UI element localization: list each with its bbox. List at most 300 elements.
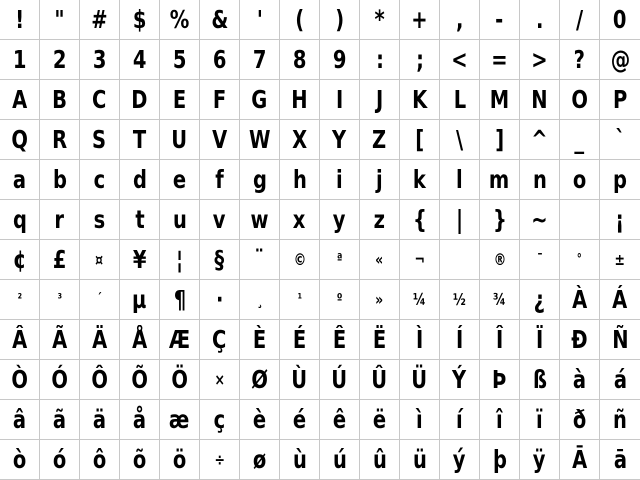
glyph-character: ¹	[297, 292, 302, 307]
glyph-character: ~	[531, 205, 548, 234]
glyph-cell[interactable]	[240, 240, 280, 280]
glyph-cell[interactable]	[80, 400, 120, 440]
glyph-character: D	[131, 85, 148, 114]
glyph-character: q	[12, 205, 27, 234]
glyph-character: Ñ	[611, 325, 629, 354]
glyph-character: /	[575, 5, 584, 34]
glyph-character: e	[172, 165, 187, 194]
glyph-character: Â	[11, 325, 28, 354]
glyph-cell[interactable]	[160, 40, 200, 80]
glyph-cell[interactable]	[120, 0, 160, 40]
glyph-character: =	[491, 45, 508, 74]
glyph-cell[interactable]	[560, 40, 600, 80]
glyph-character: u	[172, 205, 187, 234]
glyph-character: è	[252, 405, 267, 434]
glyph-character: W	[248, 125, 271, 154]
glyph-cell[interactable]	[600, 440, 640, 480]
glyph-character: P	[612, 85, 628, 114]
glyph-cell[interactable]	[480, 320, 520, 360]
glyph-cell[interactable]	[200, 0, 240, 40]
glyph-character: 1	[12, 45, 27, 74]
glyph-character: å	[132, 405, 147, 434]
glyph-cell[interactable]	[120, 40, 160, 80]
glyph-cell[interactable]	[40, 120, 80, 160]
glyph-cell[interactable]	[280, 120, 320, 160]
glyph-character: é	[292, 405, 307, 434]
glyph-cell[interactable]	[560, 240, 600, 280]
glyph-cell[interactable]	[400, 440, 440, 480]
glyph-character: 3	[92, 45, 107, 74]
glyph-character: `	[615, 125, 625, 154]
glyph-character: &	[210, 5, 229, 34]
glyph-character: ¥	[132, 245, 147, 274]
glyph-cell[interactable]	[160, 240, 200, 280]
glyph-cell[interactable]	[480, 240, 520, 280]
glyph-character: t	[134, 205, 145, 234]
glyph-cell[interactable]	[480, 80, 520, 120]
glyph-character: -	[495, 5, 504, 34]
glyph-character: «	[375, 249, 384, 269]
glyph-cell[interactable]	[600, 40, 640, 80]
glyph-cell[interactable]	[320, 320, 360, 360]
glyph-cell[interactable]	[0, 280, 40, 320]
glyph-character: à	[572, 365, 587, 394]
glyph-cell[interactable]	[320, 120, 360, 160]
glyph-cell[interactable]	[240, 120, 280, 160]
glyph-cell[interactable]	[320, 160, 360, 200]
glyph-character: Å	[131, 325, 148, 354]
glyph-cell[interactable]	[560, 120, 600, 160]
glyph-cell[interactable]	[120, 160, 160, 200]
glyph-cell[interactable]	[520, 280, 560, 320]
glyph-character: ¬	[414, 249, 425, 269]
glyph-character: B	[52, 85, 67, 114]
glyph-cell[interactable]	[40, 320, 80, 360]
glyph-character: ñ	[613, 405, 627, 434]
glyph-cell[interactable]	[240, 440, 280, 480]
glyph-cell[interactable]	[560, 320, 600, 360]
glyph-cell[interactable]	[40, 400, 80, 440]
glyph-cell[interactable]	[200, 280, 240, 320]
glyph-character: L	[453, 85, 466, 114]
glyph-cell[interactable]	[280, 200, 320, 240]
glyph-cell[interactable]	[160, 160, 200, 200]
glyph-cell[interactable]	[80, 440, 120, 480]
glyph-cell[interactable]	[480, 40, 520, 80]
glyph-character: Ā	[571, 445, 588, 474]
glyph-cell[interactable]	[400, 360, 440, 400]
glyph-cell[interactable]	[0, 160, 40, 200]
glyph-cell[interactable]	[40, 280, 80, 320]
glyph-character: y	[333, 205, 346, 234]
glyph-character: p	[613, 165, 627, 194]
glyph-cell[interactable]	[280, 400, 320, 440]
glyph-cell[interactable]	[440, 40, 480, 80]
glyph-character: "	[54, 5, 65, 34]
glyph-character: ú	[332, 445, 347, 474]
glyph-character: Í	[455, 325, 464, 354]
glyph-cell[interactable]	[240, 280, 280, 320]
glyph-character: }	[492, 205, 507, 234]
glyph-cell[interactable]	[440, 120, 480, 160]
glyph-cell[interactable]	[0, 80, 40, 120]
glyph-character: ó	[52, 445, 67, 474]
glyph-character: ç	[213, 405, 226, 434]
glyph-cell[interactable]	[600, 400, 640, 440]
glyph-character: æ	[169, 405, 190, 434]
glyph-cell[interactable]	[560, 440, 600, 480]
glyph-character: ·	[215, 285, 224, 314]
glyph-cell[interactable]	[40, 0, 80, 40]
glyph-cell[interactable]	[0, 320, 40, 360]
glyph-character: H	[291, 85, 308, 114]
glyph-cell[interactable]	[40, 160, 80, 200]
glyph-cell[interactable]	[360, 240, 400, 280]
glyph-cell[interactable]	[600, 240, 640, 280]
glyph-cell[interactable]	[40, 200, 80, 240]
glyph-character: @	[610, 45, 630, 74]
glyph-cell[interactable]	[120, 280, 160, 320]
glyph-cell[interactable]	[120, 240, 160, 280]
glyph-cell[interactable]	[440, 440, 480, 480]
glyph-cell[interactable]	[360, 400, 400, 440]
glyph-cell[interactable]	[240, 0, 280, 40]
glyph-cell[interactable]	[280, 0, 320, 40]
glyph-cell[interactable]	[520, 160, 560, 200]
glyph-cell[interactable]	[80, 40, 120, 80]
glyph-cell[interactable]	[320, 400, 360, 440]
glyph-character: þ	[492, 445, 507, 474]
glyph-cell[interactable]	[160, 200, 200, 240]
glyph-cell[interactable]	[560, 400, 600, 440]
glyph-cell[interactable]	[80, 240, 120, 280]
glyph-character: ù	[292, 445, 307, 474]
glyph-cell[interactable]	[240, 200, 280, 240]
glyph-character: ª	[336, 252, 343, 267]
glyph-cell[interactable]	[520, 320, 560, 360]
glyph-character: ÿ	[533, 445, 546, 474]
glyph-cell[interactable]	[160, 280, 200, 320]
glyph-cell[interactable]	[400, 240, 440, 280]
glyph-cell[interactable]	[560, 0, 600, 40]
glyph-cell[interactable]	[200, 400, 240, 440]
glyph-cell[interactable]	[360, 120, 400, 160]
glyph-cell[interactable]	[200, 80, 240, 120]
glyph-character: N	[531, 85, 548, 114]
glyph-character: Ö	[171, 365, 188, 394]
glyph-character: ø	[252, 445, 267, 474]
glyph-cell[interactable]	[600, 80, 640, 120]
glyph-character: z	[373, 205, 386, 234]
glyph-cell[interactable]	[600, 0, 640, 40]
glyph-character: K	[411, 85, 428, 114]
glyph-character: ý	[453, 445, 466, 474]
glyph-character: \	[455, 125, 464, 154]
glyph-cell[interactable]	[160, 360, 200, 400]
glyph-cell[interactable]	[480, 280, 520, 320]
glyph-cell[interactable]	[520, 400, 560, 440]
glyph-cell[interactable]	[320, 360, 360, 400]
glyph-character: ¨	[254, 245, 265, 274]
glyph-cell[interactable]	[480, 440, 520, 480]
glyph-cell[interactable]	[320, 0, 360, 40]
glyph-character: Ô	[91, 365, 108, 394]
glyph-cell[interactable]	[480, 160, 520, 200]
glyph-cell[interactable]	[280, 40, 320, 80]
glyph-cell[interactable]	[280, 240, 320, 280]
glyph-cell[interactable]	[440, 240, 480, 280]
glyph-cell[interactable]	[0, 440, 40, 480]
glyph-cell[interactable]	[400, 80, 440, 120]
glyph-character: m	[489, 165, 510, 194]
glyph-character: h	[292, 165, 307, 194]
glyph-character: )	[335, 5, 344, 34]
glyph-cell[interactable]	[240, 320, 280, 360]
glyph-cell[interactable]	[280, 160, 320, 200]
glyph-cell[interactable]	[280, 440, 320, 480]
glyph-cell[interactable]	[160, 320, 200, 360]
glyph-cell[interactable]	[520, 80, 560, 120]
glyph-cell[interactable]	[80, 0, 120, 40]
glyph-character: ¦	[175, 245, 184, 274]
glyph-cell[interactable]	[120, 440, 160, 480]
glyph-cell[interactable]	[200, 120, 240, 160]
glyph-character: ?	[573, 45, 586, 74]
glyph-cell[interactable]	[600, 280, 640, 320]
glyph-cell[interactable]	[320, 440, 360, 480]
glyph-character: 7	[252, 45, 267, 74]
glyph-character: r	[54, 205, 65, 234]
glyph-cell[interactable]	[40, 80, 80, 120]
glyph-character: w	[250, 205, 269, 234]
glyph-cell[interactable]	[200, 40, 240, 80]
glyph-cell[interactable]	[200, 320, 240, 360]
glyph-cell[interactable]	[160, 80, 200, 120]
glyph-cell[interactable]	[360, 280, 400, 320]
glyph-cell[interactable]	[440, 0, 480, 40]
glyph-character: +	[411, 5, 428, 34]
glyph-cell[interactable]	[120, 320, 160, 360]
glyph-cell[interactable]	[0, 40, 40, 80]
glyph-cell[interactable]	[40, 440, 80, 480]
glyph-cell[interactable]	[200, 440, 240, 480]
glyph-cell[interactable]	[0, 120, 40, 160]
glyph-cell[interactable]	[400, 400, 440, 440]
glyph-cell[interactable]	[80, 80, 120, 120]
glyph-character: ë	[372, 405, 387, 434]
glyph-cell[interactable]	[280, 360, 320, 400]
glyph-cell[interactable]	[480, 200, 520, 240]
glyph-character: {	[412, 205, 427, 234]
glyph-character: 4	[132, 45, 147, 74]
glyph-cell[interactable]	[120, 120, 160, 160]
glyph-cell[interactable]	[160, 400, 200, 440]
glyph-cell[interactable]	[360, 320, 400, 360]
glyph-character: 6	[212, 45, 227, 74]
glyph-character: >	[531, 45, 548, 74]
glyph-cell[interactable]	[240, 40, 280, 80]
glyph-cell[interactable]	[520, 200, 560, 240]
glyph-cell[interactable]	[280, 280, 320, 320]
glyph-cell[interactable]	[400, 0, 440, 40]
glyph-cell[interactable]	[0, 200, 40, 240]
glyph-cell[interactable]	[0, 360, 40, 400]
glyph-cell[interactable]	[400, 40, 440, 80]
glyph-cell[interactable]	[240, 80, 280, 120]
glyph-cell[interactable]	[440, 320, 480, 360]
glyph-cell[interactable]	[600, 320, 640, 360]
glyph-character: Ü	[411, 365, 428, 394]
glyph-cell[interactable]	[440, 80, 480, 120]
glyph-cell[interactable]	[400, 160, 440, 200]
glyph-character: ì	[416, 405, 423, 434]
glyph-character: ô	[92, 445, 107, 474]
glyph-cell[interactable]	[360, 40, 400, 80]
glyph-cell[interactable]	[440, 160, 480, 200]
glyph-cell[interactable]	[520, 120, 560, 160]
glyph-character: ±	[614, 249, 626, 269]
glyph-character: (	[295, 5, 304, 34]
glyph-cell[interactable]	[480, 0, 520, 40]
glyph-cell[interactable]	[600, 160, 640, 200]
glyph-cell[interactable]	[520, 360, 560, 400]
glyph-cell[interactable]	[0, 0, 40, 40]
glyph-character: M	[489, 85, 510, 114]
glyph-character: À	[571, 285, 588, 314]
glyph-character: X	[291, 125, 308, 154]
glyph-character: ā	[613, 445, 627, 474]
glyph-cell[interactable]	[360, 440, 400, 480]
glyph-cell[interactable]	[200, 200, 240, 240]
glyph-cell[interactable]	[520, 40, 560, 80]
glyph-character: »	[375, 289, 384, 309]
glyph-cell[interactable]	[80, 200, 120, 240]
glyph-cell[interactable]	[560, 80, 600, 120]
glyph-character: R	[51, 125, 68, 154]
glyph-cell[interactable]	[80, 280, 120, 320]
glyph-character: 9	[332, 45, 347, 74]
glyph-cell[interactable]	[320, 200, 360, 240]
glyph-cell[interactable]	[320, 40, 360, 80]
glyph-cell[interactable]	[440, 280, 480, 320]
glyph-cell[interactable]	[0, 240, 40, 280]
glyph-cell[interactable]	[80, 360, 120, 400]
glyph-character: i	[336, 165, 343, 194]
glyph-cell[interactable]	[400, 280, 440, 320]
glyph-cell[interactable]	[360, 200, 400, 240]
glyph-cell[interactable]	[520, 440, 560, 480]
glyph-character: <	[451, 45, 468, 74]
glyph-cell[interactable]	[200, 240, 240, 280]
glyph-character: :	[375, 45, 384, 74]
glyph-character: É	[292, 325, 307, 354]
glyph-cell[interactable]	[560, 360, 600, 400]
glyph-character: o	[572, 165, 587, 194]
glyph-cell[interactable]	[80, 160, 120, 200]
glyph-character: Á	[612, 285, 628, 314]
glyph-cell[interactable]	[320, 80, 360, 120]
glyph-character: ã	[52, 405, 67, 434]
glyph-cell[interactable]	[360, 160, 400, 200]
glyph-cell[interactable]	[240, 160, 280, 200]
glyph-cell[interactable]	[120, 200, 160, 240]
glyph-cell[interactable]	[40, 240, 80, 280]
glyph-cell[interactable]	[280, 80, 320, 120]
glyph-cell[interactable]	[160, 0, 200, 40]
glyph-cell[interactable]	[560, 200, 600, 240]
glyph-character: ²	[17, 292, 22, 307]
glyph-cell[interactable]	[80, 120, 120, 160]
glyph-cell[interactable]	[40, 40, 80, 80]
glyph-cell[interactable]	[280, 320, 320, 360]
glyph-character: 8	[292, 45, 307, 74]
glyph-character: ¶	[173, 285, 186, 314]
glyph-cell[interactable]	[600, 200, 640, 240]
glyph-cell[interactable]	[400, 320, 440, 360]
glyph-character: .	[535, 5, 544, 34]
glyph-cell[interactable]	[560, 280, 600, 320]
glyph-cell[interactable]	[480, 360, 520, 400]
glyph-character: v	[213, 205, 226, 234]
glyph-cell[interactable]	[360, 360, 400, 400]
glyph-character: F	[212, 85, 227, 114]
glyph-cell[interactable]	[360, 0, 400, 40]
glyph-cell[interactable]	[120, 400, 160, 440]
glyph-cell[interactable]	[320, 280, 360, 320]
glyph-cell[interactable]	[400, 120, 440, 160]
glyph-cell[interactable]	[160, 440, 200, 480]
glyph-cell[interactable]	[480, 400, 520, 440]
glyph-cell[interactable]	[560, 160, 600, 200]
glyph-character: x	[293, 205, 306, 234]
glyph-cell[interactable]	[440, 200, 480, 240]
glyph-character: â	[12, 405, 27, 434]
glyph-cell[interactable]	[240, 400, 280, 440]
glyph-cell[interactable]	[160, 120, 200, 160]
glyph-cell[interactable]	[200, 360, 240, 400]
glyph-cell[interactable]	[360, 80, 400, 120]
glyph-cell[interactable]	[240, 360, 280, 400]
glyph-cell[interactable]	[600, 120, 640, 160]
glyph-character: ³	[57, 292, 62, 307]
glyph-cell[interactable]	[520, 0, 560, 40]
glyph-cell[interactable]	[80, 320, 120, 360]
glyph-character: §	[214, 245, 225, 274]
glyph-character: *	[374, 5, 385, 34]
glyph-cell[interactable]	[440, 360, 480, 400]
glyph-character: |	[455, 205, 464, 234]
glyph-cell[interactable]	[440, 400, 480, 440]
glyph-character: Ç	[212, 325, 227, 354]
glyph-character: ä	[92, 405, 107, 434]
glyph-cell[interactable]	[400, 200, 440, 240]
glyph-cell[interactable]	[520, 240, 560, 280]
glyph-cell[interactable]	[40, 360, 80, 400]
glyph-cell[interactable]	[600, 360, 640, 400]
glyph-cell[interactable]	[0, 400, 40, 440]
glyph-cell[interactable]	[120, 80, 160, 120]
glyph-character: Ï	[535, 325, 544, 354]
glyph-cell[interactable]	[200, 160, 240, 200]
glyph-cell[interactable]	[480, 120, 520, 160]
glyph-cell[interactable]	[120, 360, 160, 400]
glyph-cell[interactable]	[320, 240, 360, 280]
glyph-character: ;	[415, 45, 424, 74]
glyph-character: î	[496, 405, 503, 434]
glyph-character: f	[215, 165, 224, 194]
glyph-character: ½	[453, 289, 466, 309]
glyph-character: n	[532, 165, 547, 194]
